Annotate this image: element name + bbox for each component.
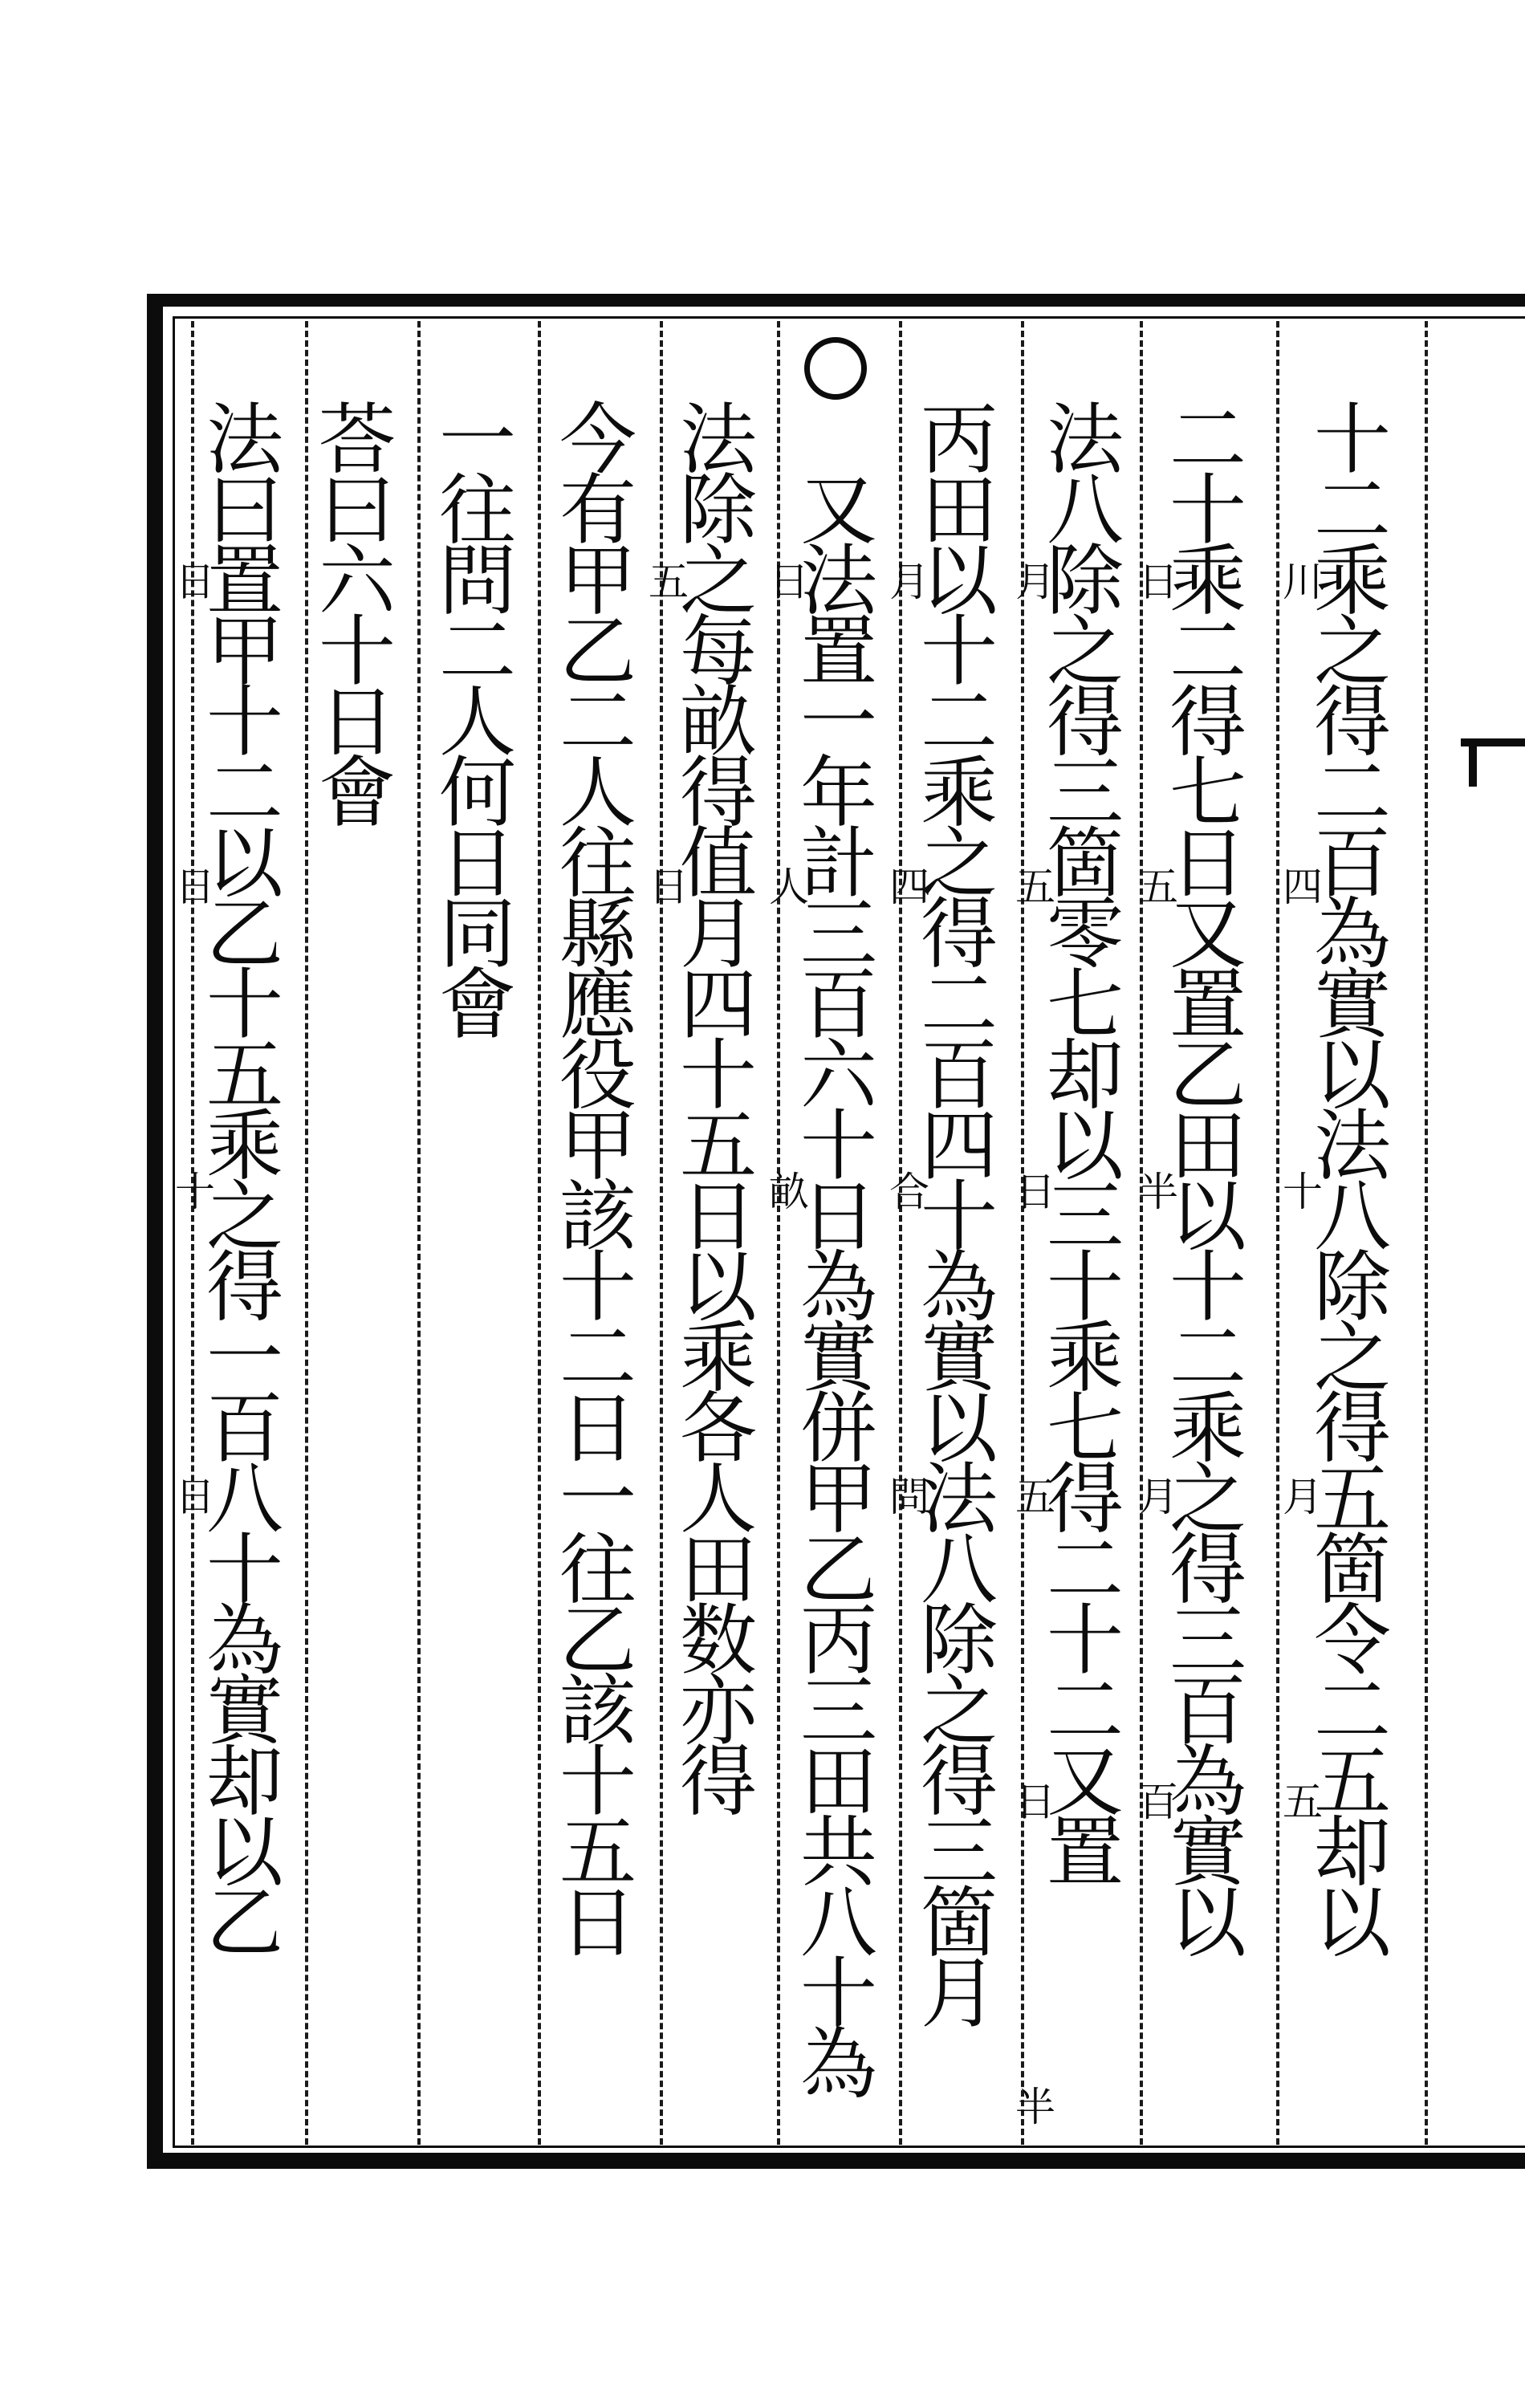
glyph: 各 xyxy=(680,1384,757,1474)
glyph: 二 xyxy=(1314,1666,1391,1756)
glyph: 百 xyxy=(800,960,877,1050)
glyph: 十 xyxy=(206,677,283,767)
glyph: 乘 xyxy=(680,1313,757,1403)
annotation-glyph: 五 xyxy=(1138,864,1178,910)
glyph: 日 xyxy=(559,1878,636,1968)
glyph: 為 xyxy=(800,1243,877,1332)
glyph: 八 xyxy=(1047,466,1124,555)
glyph: 法 xyxy=(680,395,757,485)
glyph: 置 xyxy=(1169,960,1246,1050)
glyph: 之 xyxy=(1169,1454,1246,1544)
glyph: 置 xyxy=(206,536,283,626)
glyph: 以 xyxy=(921,536,998,626)
annotation-glyph: 十 xyxy=(175,1169,215,1215)
column-rule xyxy=(538,321,541,2145)
glyph: 二 xyxy=(1047,1666,1124,1756)
glyph: 日 xyxy=(559,1384,636,1474)
glyph: 何 xyxy=(439,748,516,838)
annotation-glyph: 日 xyxy=(175,1474,215,1520)
glyph: 往 xyxy=(559,1525,636,1615)
glyph: 三 xyxy=(800,1666,877,1756)
glyph: 該 xyxy=(559,1172,636,1262)
glyph: 二 xyxy=(439,607,516,697)
annotation-glyph: 日 xyxy=(769,559,809,605)
glyph: 二 xyxy=(1169,607,1246,697)
glyph: 六 xyxy=(319,536,396,626)
glyph: 田 xyxy=(921,466,998,555)
glyph: 七 xyxy=(1047,1384,1124,1474)
glyph: 八 xyxy=(921,1525,998,1615)
glyph: 實 xyxy=(800,1313,877,1403)
glyph: 有 xyxy=(559,466,636,555)
glyph: 又 xyxy=(800,466,877,555)
glyph: 乙 xyxy=(800,1525,877,1615)
glyph: 為 xyxy=(1169,1737,1246,1827)
glyph: 十 xyxy=(1169,466,1246,555)
glyph: 二 xyxy=(1169,1313,1246,1403)
glyph: 五 xyxy=(559,1808,636,1898)
glyph: 每 xyxy=(680,607,757,697)
glyph: 三 xyxy=(1047,1172,1124,1262)
glyph: 甲 xyxy=(559,536,636,626)
glyph: 十 xyxy=(206,1525,283,1615)
glyph: 五 xyxy=(206,1031,283,1121)
glyph: 三 xyxy=(1047,748,1124,838)
glyph: 法 xyxy=(800,536,877,626)
annotation-glyph: 問 xyxy=(889,1474,929,1520)
glyph: 人 xyxy=(439,677,516,767)
annotation-glyph: 日 xyxy=(175,864,215,910)
glyph: 該 xyxy=(559,1666,636,1756)
glyph: 法 xyxy=(1047,395,1124,485)
column-rule xyxy=(417,321,421,2145)
glyph: 得 xyxy=(1314,677,1391,767)
glyph: 田 xyxy=(1169,1101,1246,1191)
glyph: 置 xyxy=(1047,1808,1124,1898)
glyph: 乘 xyxy=(206,1101,283,1191)
glyph: 又 xyxy=(1047,1737,1124,1827)
glyph: 亦 xyxy=(680,1666,757,1756)
glyph: 應 xyxy=(559,960,636,1050)
glyph: 零 xyxy=(1047,889,1124,979)
glyph: 二 xyxy=(921,677,998,767)
glyph: 三 xyxy=(800,889,877,979)
annotation-glyph: 月 xyxy=(1138,1474,1178,1520)
glyph: 十 xyxy=(559,1243,636,1332)
glyph: 五 xyxy=(1314,1454,1391,1544)
glyph: 四 xyxy=(921,1101,998,1191)
glyph: 百 xyxy=(1169,1666,1246,1756)
glyph: 乘 xyxy=(1169,536,1246,626)
glyph: 之 xyxy=(1314,1313,1391,1403)
glyph: 往 xyxy=(559,819,636,909)
glyph: 七 xyxy=(1169,748,1246,838)
glyph: 得 xyxy=(1047,1454,1124,1544)
glyph: 得 xyxy=(921,889,998,979)
glyph: 法 xyxy=(206,395,283,485)
glyph: 却 xyxy=(206,1737,283,1827)
glyph: 乘 xyxy=(921,748,998,838)
glyph: 役 xyxy=(559,1031,636,1121)
glyph: 以 xyxy=(1314,1031,1391,1121)
glyph: 以 xyxy=(680,1243,757,1332)
glyph: 為 xyxy=(1314,889,1391,979)
annotation-glyph: 五 xyxy=(1015,864,1055,910)
glyph: 曰 xyxy=(206,466,283,555)
glyph: 得 xyxy=(1047,677,1124,767)
glyph: 十 xyxy=(1169,1243,1246,1332)
glyph: 日 xyxy=(1169,819,1246,909)
glyph: 之 xyxy=(921,819,998,909)
glyph: 十 xyxy=(680,1031,757,1121)
annotation-glyph: 日 xyxy=(1015,1779,1055,1825)
glyph: 五 xyxy=(680,1101,757,1191)
glyph: 法 xyxy=(1314,1101,1391,1191)
circle-section-mark xyxy=(804,337,867,400)
glyph: 得 xyxy=(680,1737,757,1827)
glyph: 縣 xyxy=(559,889,636,979)
glyph: 乘 xyxy=(1314,536,1391,626)
glyph: 今 xyxy=(559,395,636,485)
glyph: 以 xyxy=(921,1384,998,1474)
annotation-glyph: 四 xyxy=(889,864,929,910)
glyph: 二 xyxy=(921,960,998,1050)
glyph: 除 xyxy=(921,1596,998,1686)
glyph: 人 xyxy=(559,748,636,838)
annotation-glyph: 日 xyxy=(649,864,689,910)
glyph: 值 xyxy=(680,819,757,909)
glyph: 六 xyxy=(800,1031,877,1121)
glyph: 共 xyxy=(800,1808,877,1898)
annotation-glyph: 十 xyxy=(1283,1169,1323,1215)
glyph: 為 xyxy=(800,2020,877,2109)
glyph: 丙 xyxy=(921,395,998,485)
glyph: 乘 xyxy=(1047,1313,1124,1403)
glyph: 十 xyxy=(921,607,998,697)
column-rule xyxy=(1425,321,1428,2145)
glyph: 十 xyxy=(921,1172,998,1262)
glyph: 之 xyxy=(1314,607,1391,697)
glyph: 五 xyxy=(1314,1737,1391,1827)
glyph: 一 xyxy=(559,1454,636,1544)
glyph: 會 xyxy=(319,748,396,838)
glyph: 法 xyxy=(921,1454,998,1544)
annotation-glyph: 月 xyxy=(1283,1474,1323,1520)
annotation-glyph: 人 xyxy=(769,864,809,910)
glyph: 會 xyxy=(439,960,516,1050)
column-rule xyxy=(1276,321,1279,2145)
glyph: 丙 xyxy=(800,1596,877,1686)
glyph: 一 xyxy=(206,1313,283,1403)
glyph: 併 xyxy=(800,1384,877,1474)
annotation-glyph: 五 xyxy=(1015,1474,1055,1520)
glyph: 二 xyxy=(559,1313,636,1403)
glyph: 為 xyxy=(921,1243,998,1332)
glyph: 百 xyxy=(206,1384,283,1474)
glyph: 得 xyxy=(680,748,757,838)
glyph: 乙 xyxy=(559,1596,636,1686)
glyph: 十 xyxy=(1047,1596,1124,1686)
glyph: 同 xyxy=(439,889,516,979)
glyph: 令 xyxy=(1314,1596,1391,1686)
glyph: 得 xyxy=(1169,677,1246,767)
glyph: 二 xyxy=(1047,1525,1124,1615)
glyph: 却 xyxy=(1047,1031,1124,1121)
glyph: 十 xyxy=(800,1101,877,1191)
glyph: 置 xyxy=(800,607,877,697)
annotation-glyph: 五 xyxy=(649,559,689,605)
glyph: 一 xyxy=(800,677,877,767)
glyph: 往 xyxy=(439,466,516,555)
annotation-glyph: 四 xyxy=(1283,864,1323,910)
glyph: 日 xyxy=(319,677,396,767)
glyph: 得 xyxy=(1314,1384,1391,1474)
glyph: 以 xyxy=(1314,1878,1391,1968)
glyph: 田 xyxy=(680,1525,757,1615)
glyph: 乙 xyxy=(1169,1031,1246,1121)
glyph: 得 xyxy=(921,1737,998,1827)
glyph: 為 xyxy=(206,1596,283,1686)
glyph: 三 xyxy=(921,1808,998,1898)
edge-fragment xyxy=(1469,738,1477,787)
glyph: 三 xyxy=(1169,1596,1246,1686)
column-rule xyxy=(305,321,308,2145)
glyph: 又 xyxy=(1169,889,1246,979)
glyph: 荅 xyxy=(319,395,396,485)
glyph: 十 xyxy=(800,1949,877,2039)
glyph: 八 xyxy=(800,1878,877,1968)
glyph: 實 xyxy=(921,1313,998,1403)
glyph: 二 xyxy=(559,677,636,767)
glyph: 之 xyxy=(1047,607,1124,697)
glyph: 箇 xyxy=(921,1878,998,1968)
glyph: 八 xyxy=(206,1454,283,1544)
glyph: 十 xyxy=(559,1737,636,1827)
glyph: 一 xyxy=(439,395,516,485)
glyph: 實 xyxy=(1314,960,1391,1050)
annotation-glyph: 五 xyxy=(1283,1779,1323,1825)
annotation-glyph: 畝 xyxy=(769,1169,809,1215)
glyph: 田 xyxy=(800,1737,877,1827)
glyph: 以 xyxy=(1169,1172,1246,1262)
glyph: 百 xyxy=(1314,819,1391,909)
glyph: 日 xyxy=(800,1172,877,1262)
glyph: 年 xyxy=(800,748,877,838)
glyph: 之 xyxy=(921,1666,998,1756)
glyph: 除 xyxy=(1047,536,1124,626)
annotation-glyph: 日 xyxy=(175,559,215,605)
glyph: 四 xyxy=(680,960,757,1050)
annotation-glyph: 半 xyxy=(1138,1169,1178,1215)
glyph: 月 xyxy=(680,889,757,979)
glyph: 日 xyxy=(680,1172,757,1262)
glyph: 得 xyxy=(206,1243,283,1332)
glyph: 以 xyxy=(206,1808,283,1898)
glyph: 十 xyxy=(319,607,396,697)
glyph: 日 xyxy=(439,819,516,909)
glyph: 實 xyxy=(206,1666,283,1756)
glyph: 甲 xyxy=(559,1101,636,1191)
annotation-glyph: 合 xyxy=(889,1169,929,1215)
glyph: 二 xyxy=(206,748,283,838)
glyph: 甲 xyxy=(206,607,283,697)
glyph: 十 xyxy=(1047,1243,1124,1332)
glyph: 人 xyxy=(680,1454,757,1544)
annotation-glyph: 月 xyxy=(1015,559,1055,605)
annotation-glyph: 日 xyxy=(1015,1169,1055,1215)
glyph: 十 xyxy=(206,960,283,1050)
glyph: 数 xyxy=(680,1596,757,1686)
glyph: 以 xyxy=(206,819,283,909)
glyph: 乙 xyxy=(206,1878,283,1968)
glyph: 之 xyxy=(680,536,757,626)
glyph: 之 xyxy=(206,1172,283,1262)
glyph: 月 xyxy=(921,1949,998,2039)
glyph: 乙 xyxy=(206,889,283,979)
glyph: 七 xyxy=(1047,960,1124,1050)
glyph: 十 xyxy=(1314,395,1391,485)
glyph: 二 xyxy=(1314,466,1391,555)
glyph: 除 xyxy=(1314,1243,1391,1332)
glyph: 箇 xyxy=(1047,819,1124,909)
glyph: 以 xyxy=(1047,1101,1124,1191)
glyph: 二 xyxy=(1314,748,1391,838)
annotation-glyph: 日 xyxy=(1138,559,1178,605)
glyph: 以 xyxy=(1169,1878,1246,1968)
glyph: 乘 xyxy=(1169,1384,1246,1474)
annotation-glyph: 半 xyxy=(1015,2084,1055,2130)
glyph: 八 xyxy=(1314,1172,1391,1262)
glyph: 二 xyxy=(1169,395,1246,485)
glyph: 却 xyxy=(1314,1808,1391,1898)
glyph: 實 xyxy=(1169,1808,1246,1898)
glyph: 曰 xyxy=(319,466,396,555)
glyph: 得 xyxy=(1169,1525,1246,1615)
glyph: 問 xyxy=(439,536,516,626)
glyph: 百 xyxy=(921,1031,998,1121)
annotation-glyph: 百 xyxy=(1138,1779,1178,1825)
glyph: 除 xyxy=(680,466,757,555)
glyph: 計 xyxy=(800,819,877,909)
glyph: 箇 xyxy=(1314,1525,1391,1615)
annotation-glyph: 川 xyxy=(1283,559,1323,605)
glyph: 甲 xyxy=(800,1454,877,1544)
glyph: 乙 xyxy=(559,607,636,697)
glyph: 畝 xyxy=(680,677,757,767)
annotation-glyph: 月 xyxy=(889,559,929,605)
